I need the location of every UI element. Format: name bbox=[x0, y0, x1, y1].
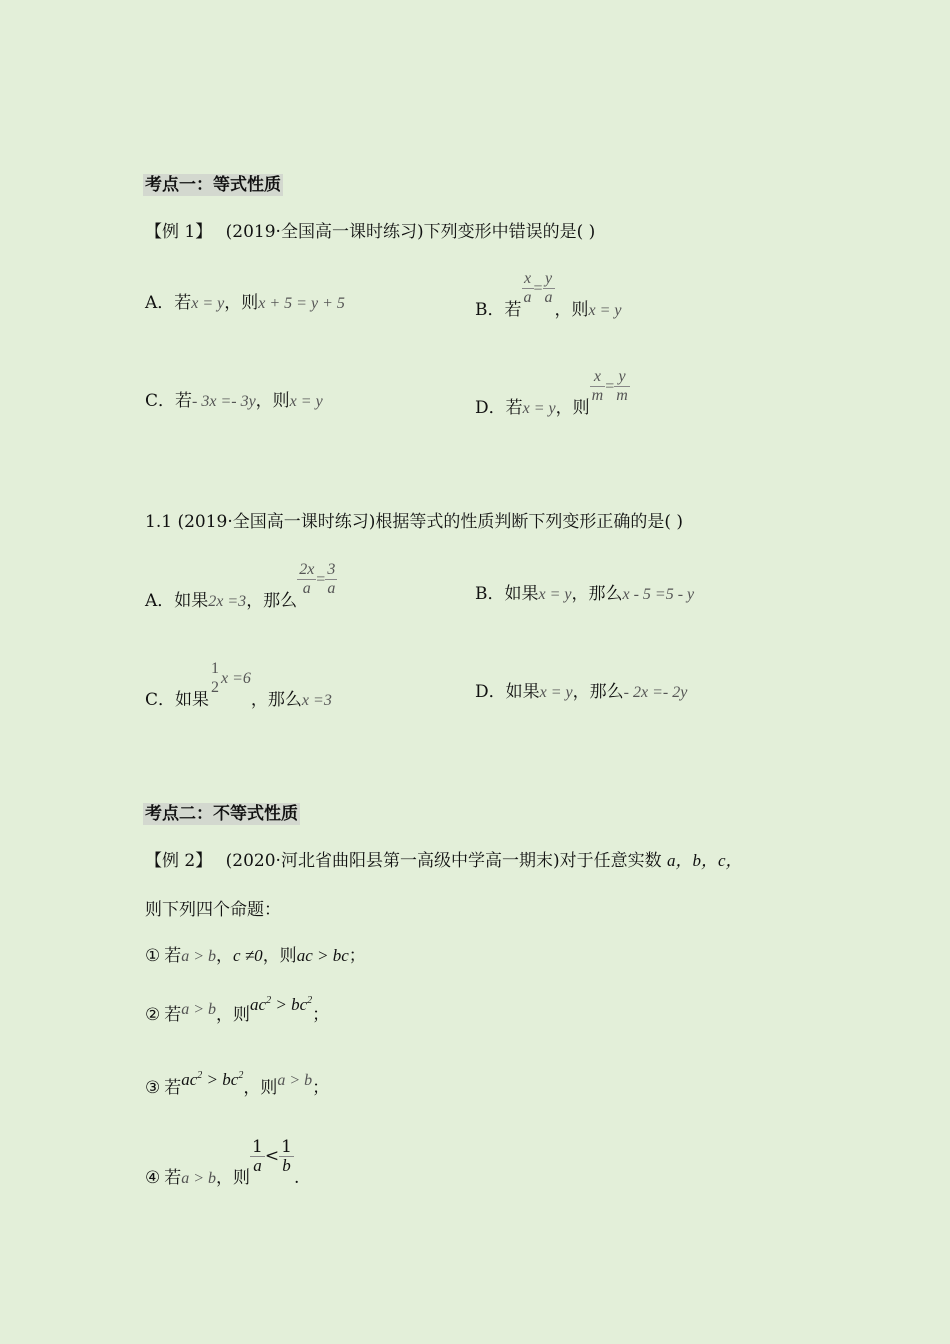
option-text: ，则 bbox=[224, 293, 259, 313]
item-text: ，则 bbox=[262, 946, 297, 966]
option-text: 如果 bbox=[175, 690, 210, 710]
option-label: C． bbox=[145, 690, 176, 710]
option-text: ，则 bbox=[554, 300, 589, 320]
example1-option-d bbox=[475, 368, 630, 418]
option-text: 如果 bbox=[504, 584, 539, 604]
q11-option-c bbox=[145, 660, 332, 710]
option-label: A． bbox=[145, 591, 175, 611]
example2-item-2 bbox=[145, 995, 330, 1027]
superscript: 2 bbox=[307, 995, 313, 1006]
numerator: 1 bbox=[252, 1137, 263, 1157]
option-text: ，那么 bbox=[246, 591, 298, 611]
option-text: 若 bbox=[174, 293, 192, 313]
fraction bbox=[522, 270, 534, 307]
item-text: ，则 bbox=[243, 1078, 278, 1098]
item-text: ， bbox=[216, 946, 234, 966]
fraction bbox=[590, 368, 606, 405]
numerator: 1 bbox=[211, 660, 220, 677]
example2-source: (2020·河北省曲阳县第一高级中学高一期末)对于任意实数 bbox=[225, 851, 662, 871]
option-text: ，那么 bbox=[572, 682, 624, 702]
option-expr: - 2x =- 2y bbox=[623, 684, 688, 701]
option-expr: x = y bbox=[539, 684, 573, 701]
option-text: 如果 bbox=[505, 682, 540, 702]
item-number: ② bbox=[145, 1005, 161, 1025]
denominator: b bbox=[279, 1156, 294, 1175]
superscript: 2 bbox=[266, 995, 272, 1006]
example1-question bbox=[145, 221, 595, 243]
option-expr: x = y bbox=[522, 400, 556, 417]
fraction bbox=[543, 270, 555, 307]
example1-option-b bbox=[475, 270, 622, 320]
option-expr: x = y bbox=[538, 586, 572, 603]
denominator: a bbox=[544, 289, 553, 306]
denominator: a bbox=[250, 1156, 265, 1175]
option-expr: x + 5 = y + 5 bbox=[258, 295, 345, 312]
item-expr: a > b bbox=[181, 948, 217, 965]
equals-sign: = bbox=[533, 280, 543, 297]
option-expr: x =3 bbox=[301, 692, 332, 709]
item-expr: a > b bbox=[277, 1072, 313, 1089]
example2-item-3 bbox=[145, 1070, 330, 1100]
item-text: 若 bbox=[164, 1005, 182, 1025]
fraction bbox=[250, 1138, 265, 1175]
item-text: ； bbox=[312, 1078, 330, 1098]
denominator: a bbox=[327, 580, 336, 597]
numerator: x bbox=[593, 368, 601, 385]
option-expr: x - 5 =5 - y bbox=[622, 586, 695, 603]
denominator: a bbox=[297, 579, 316, 598]
option-expr: x = y bbox=[588, 302, 622, 319]
item-expr: a > b bbox=[181, 1170, 217, 1187]
item-text: ； bbox=[348, 946, 366, 966]
numerator: 2x bbox=[299, 561, 315, 578]
example1-tag: 【例 1】 bbox=[145, 222, 213, 242]
option-text: 若 bbox=[504, 300, 522, 320]
q11-option-b bbox=[475, 583, 694, 606]
item-expr: > bc bbox=[271, 995, 308, 1014]
option-expr: 2x =3 bbox=[208, 593, 247, 610]
equals-sign: = bbox=[316, 571, 326, 588]
option-label: D． bbox=[475, 682, 506, 702]
option-text: 若 bbox=[505, 398, 523, 418]
superscript: 2 bbox=[197, 1070, 203, 1081]
option-expr: x =6 bbox=[221, 670, 251, 687]
item-text: . bbox=[293, 1168, 300, 1188]
example2-tag: 【例 2】 bbox=[145, 851, 213, 871]
item-text: 若 bbox=[164, 1078, 182, 1098]
numerator: y bbox=[618, 368, 626, 385]
option-label: B． bbox=[475, 300, 505, 320]
option-label: D． bbox=[475, 398, 506, 418]
denominator: a bbox=[523, 289, 532, 306]
fraction bbox=[279, 1138, 294, 1175]
fraction bbox=[297, 561, 316, 598]
denominator: m bbox=[616, 387, 628, 404]
option-label: C． bbox=[145, 391, 176, 411]
numerator: x bbox=[523, 270, 532, 287]
example1-option-a bbox=[145, 292, 345, 315]
section2-title: 考点二：不等式性质 bbox=[145, 804, 298, 824]
q11-question: 1.1 (2019·全国高一课时练习)根据等式的性质判断下列变形正确的是( ) bbox=[145, 512, 684, 532]
item-expr: > bc bbox=[202, 1070, 239, 1089]
option-label: A． bbox=[145, 293, 175, 313]
item-text: 若 bbox=[164, 946, 182, 966]
fraction bbox=[614, 368, 630, 405]
superscript: 2 bbox=[238, 1070, 244, 1081]
option-text: ，那么 bbox=[250, 690, 302, 710]
option-expr: - 3x =- 3y bbox=[192, 393, 256, 410]
option-text: ，则 bbox=[555, 398, 590, 418]
option-text: 如果 bbox=[174, 591, 209, 611]
option-expr: x = y bbox=[191, 295, 225, 312]
item-text: ； bbox=[312, 1005, 330, 1025]
item-number: ④ bbox=[145, 1168, 161, 1188]
numerator: y bbox=[544, 270, 553, 287]
numerator: 1 bbox=[281, 1137, 292, 1157]
item-text: ，则 bbox=[216, 1005, 251, 1025]
less-than-sign: < bbox=[264, 1146, 280, 1166]
example2-question bbox=[145, 850, 743, 872]
example2-vars: a，b，c， bbox=[666, 851, 743, 870]
option-text: ，那么 bbox=[571, 584, 623, 604]
section1-title: 考点一：等式性质 bbox=[145, 175, 281, 195]
q11-option-a bbox=[145, 561, 337, 611]
denominator: m bbox=[591, 387, 604, 404]
example2-item-4 bbox=[145, 1137, 300, 1188]
item-expr: ac > bc bbox=[296, 946, 349, 965]
item-text: ，则 bbox=[216, 1168, 251, 1188]
item-text: 若 bbox=[164, 1168, 182, 1188]
option-text: ，则 bbox=[255, 391, 290, 411]
option-label: B． bbox=[475, 584, 505, 604]
equals-sign: = bbox=[605, 378, 615, 395]
fraction bbox=[209, 660, 221, 697]
item-number: ③ bbox=[145, 1078, 161, 1098]
option-text: 若 bbox=[175, 391, 193, 411]
item-expr: ac bbox=[181, 1070, 198, 1089]
item-expr: c ≠0 bbox=[233, 946, 263, 965]
numerator: 3 bbox=[327, 561, 336, 578]
example1-option-c bbox=[145, 390, 323, 413]
item-expr: a > b bbox=[181, 1001, 217, 1018]
fraction bbox=[325, 561, 337, 598]
example2-line2: 则下列四个命题： bbox=[145, 900, 281, 920]
denominator: 2 bbox=[211, 679, 220, 696]
option-expr: x = y bbox=[289, 393, 323, 410]
example2-item-1 bbox=[145, 945, 366, 968]
example1-source: (2019·全国高一课时练习)下列变形中错误的是( ) bbox=[225, 222, 596, 242]
q11-option-d bbox=[475, 681, 687, 704]
item-number: ① bbox=[145, 946, 161, 966]
item-expr: ac bbox=[250, 995, 267, 1014]
